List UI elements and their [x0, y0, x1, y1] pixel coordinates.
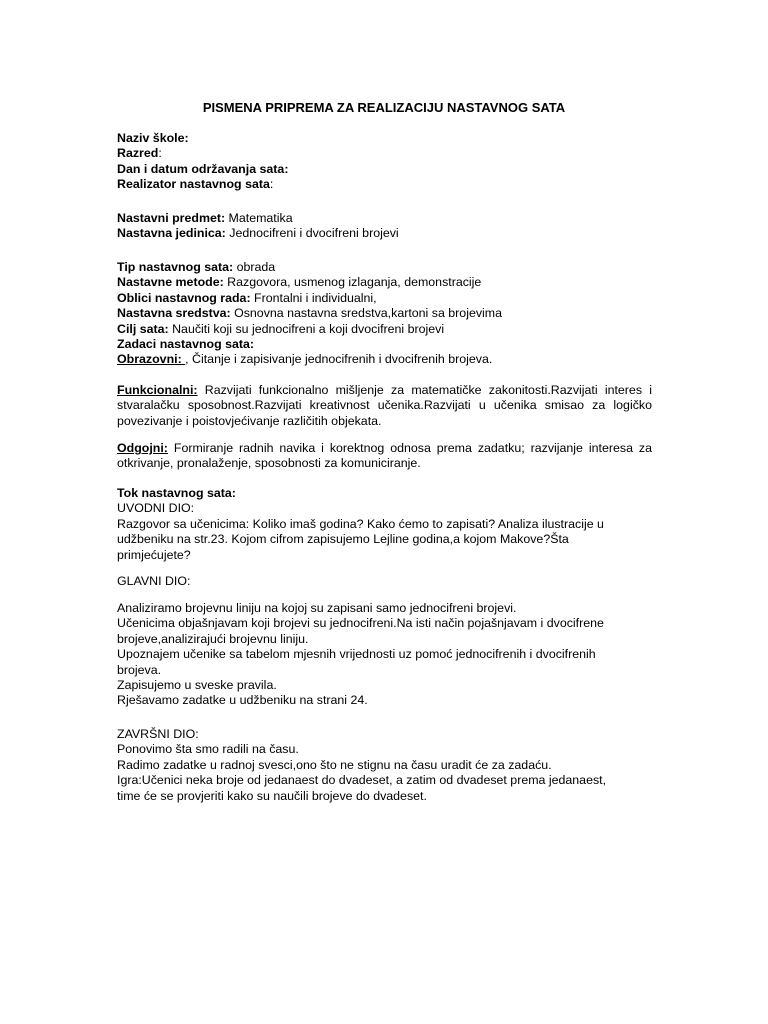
forms-value: Frontalni i individualni,: [250, 290, 377, 305]
text-line: Razgovor sa učenicima: Koliko imaš godina? Kako ćemo to zapisati? Analiza ilustracije u: [117, 516, 604, 531]
text-line: Analiziramo brojevnu liniju na kojoj su zapisani samo jednocifreni brojevi.: [117, 601, 517, 615]
flow-heading: Tok nastavnog sata:: [117, 486, 236, 500]
main-paragraph-block: [117, 601, 652, 709]
school-name-label: Naziv škole:: [117, 131, 189, 145]
class-label: Razred: [117, 146, 159, 161]
type-value: obrada: [233, 260, 276, 274]
goal-value: Naučiti koji su jednocifreni a koji dvocifreni brojevi: [168, 321, 445, 336]
unit-label: Nastavna jedinica:: [117, 226, 226, 241]
subject-value: Matematika: [225, 211, 293, 225]
upbringing-label: Odgojni:: [117, 441, 168, 455]
unit-line: [117, 226, 652, 241]
educational-value: , Čitanje i zapisivanje jednocifrenih i dvocifrenih brojeva.: [185, 352, 493, 367]
methods-line: [117, 275, 652, 290]
class-line: [117, 146, 652, 161]
educational-line: [117, 352, 652, 367]
document-title: PISMENA PRIPREMA ZA REALIZACIJU NASTAVNOG SATA: [202, 100, 566, 115]
text-line: Rješavamo zadatke u udžbeniku na strani 24.: [117, 693, 368, 708]
goal-line: [117, 322, 652, 337]
main-section: [117, 574, 652, 589]
final-paragraph: [117, 742, 652, 804]
unit-value: Jednocifreni i dvocifreni brojevi: [225, 226, 399, 241]
upbringing-paragraph: [117, 441, 652, 472]
type-line: [117, 260, 652, 275]
subject-label: Nastavni predmet:: [117, 211, 226, 225]
forms-label: Oblici nastavnog rada:: [117, 290, 251, 305]
subject-section: [117, 211, 652, 242]
main-heading: GLAVNI DIO:: [117, 574, 191, 588]
educational-label: Obrazovni:: [117, 352, 186, 367]
text-line: primjećujete?: [117, 547, 191, 562]
realizer-label: Realizator nastavnog sata: [117, 177, 270, 192]
functional-text: Razvijati funkcionalno mišljenje za matematičke zakonitosti.Razvijati interes i stvaralačku sposobnost.Razvijati kreativnost učenika.Razvijati u učenika smisao za logičko povezivanje i poistovjećivanje različitih objekata.: [117, 383, 652, 428]
final-section: [117, 727, 652, 804]
text-line: Zapisujemo u sveske pravila.: [117, 678, 277, 693]
forms-line: [117, 291, 652, 306]
lesson-section: [117, 260, 652, 368]
text-line: Ponovimo šta smo radili na času.: [117, 742, 299, 757]
text-line: udžbeniku na str.23. Kojom cifrom zapisujemo Lejline godina,a kojom Makove?Šta: [117, 532, 569, 547]
upbringing-text: Formiranje radnih navika i korektnog odnosa prema zadatku; razvijanje interesa za otkrivanje, pronalaženje, sposobnosti za komuniciranje.: [117, 441, 652, 471]
text-line: brojeve,analizirajući brojevnu liniju.: [117, 631, 309, 646]
main-paragraph: [117, 601, 652, 709]
header-section: [117, 131, 652, 193]
methods-value: Razgovora, usmenog izlaganja, demonstracije: [223, 275, 482, 290]
flow-section: [117, 486, 652, 563]
text-line: Igra:Učenici neka broje od jedanaest do dvadeset, a zatim od dvadeset prema jedanaest,: [117, 773, 607, 788]
realizer-line: [117, 177, 652, 192]
date-label: Dan i datum održavanja sata:: [117, 161, 289, 176]
type-label: Tip nastavnog sata:: [117, 260, 234, 274]
text-line: Učenicima objašnjavam koji brojevi su jednocifreni.Na isti način pojašnjavam i dvocifrene: [117, 616, 604, 631]
goal-label: Cilj sata:: [117, 321, 169, 336]
realizer-suffix: :: [269, 177, 274, 192]
text-line: brojeva.: [117, 662, 162, 677]
text-line: Radimo zadatke u radnoj svesci,ono što ne stignu na času uradit će za zadaću.: [117, 757, 552, 772]
functional-label: Funkcionalni:: [117, 383, 198, 397]
means-value: Osnovna nastavna sredstva,kartoni sa brojevima: [230, 306, 502, 321]
text-line: time će se provjeriti kako su naučili brojeve do dvadeset.: [117, 788, 427, 803]
functional-paragraph: [117, 383, 652, 429]
text-line: Upoznajem učenike sa tabelom mjesnih vrijednosti uz pomoć jednocifrenih i dvocifrenih: [117, 647, 596, 662]
final-heading: ZAVRŠNI DIO:: [117, 727, 199, 741]
class-suffix: :: [158, 146, 162, 161]
tasks-label: Zadaci nastavnog sata:: [117, 337, 255, 352]
intro-heading: UVODNI DIO:: [117, 501, 195, 516]
means-line: [117, 306, 652, 321]
intro-paragraph: [117, 517, 652, 563]
means-label: Nastavna sredstva:: [117, 306, 231, 321]
subject-line: [117, 211, 652, 226]
methods-label: Nastavne metode:: [117, 275, 224, 290]
